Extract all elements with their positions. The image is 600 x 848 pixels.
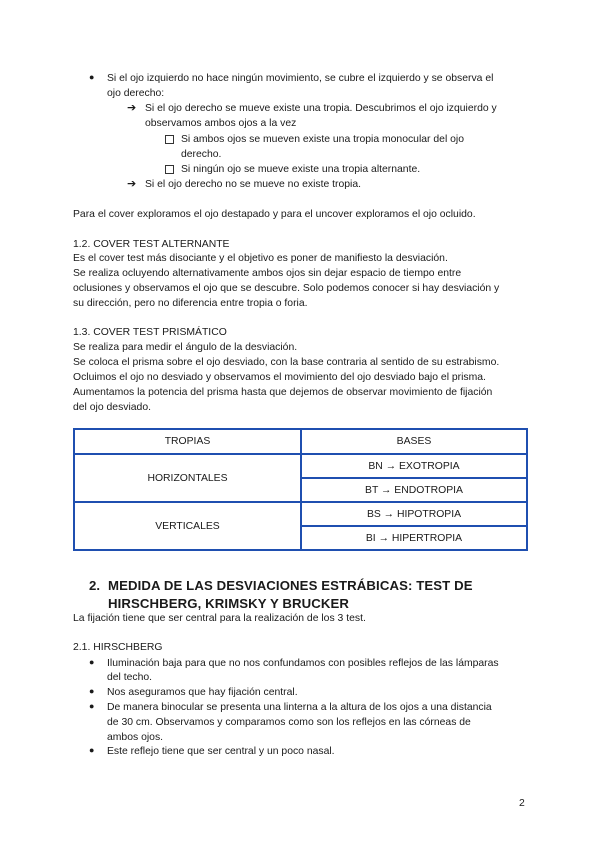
bullet-text: de 30 cm. Observamos y comparamos como son los reflejos en las córneas de (107, 717, 471, 728)
bullet-icon: ● (89, 657, 95, 667)
table-cell: BI → HIPERTROPIA (301, 526, 527, 550)
paragraph-line: su dirección, pero no diferencia entre tropia o foria. (73, 298, 308, 309)
bullet-icon: ● (89, 701, 95, 711)
page-number: 2 (519, 798, 525, 809)
table-group-horizontales: HORIZONTALES (74, 454, 301, 502)
paragraph-line: del ojo desviado. (73, 402, 151, 413)
intro-sub-text: Si el ojo derecho se mueve existe una tropia. Descubrimos el ojo izquierdo y (145, 103, 497, 114)
checkbox-icon (165, 165, 174, 174)
bullet-text: De manera binocular se presenta una linterna a la altura de los ojos a una distancia (107, 702, 492, 713)
table-group-verticales: VERTICALES (74, 502, 301, 550)
intro-sub-text: observamos ambos ojos a la vez (145, 118, 297, 129)
table-header-tropias: TROPIAS (74, 429, 301, 454)
tropias-bases-table (73, 428, 528, 551)
bullet-icon: ● (89, 72, 95, 82)
bullet-icon: ● (89, 686, 95, 696)
paragraph-line: Aumentamos la potencia del prisma hasta que dejemos de observar movimiento de fijación (73, 387, 493, 398)
paragraph-line: Se realiza para medir el ángulo de la desviación. (73, 342, 298, 353)
bullet-text: Iluminación baja para que no nos confundamos con posibles reflejos de las lámparas (107, 658, 499, 669)
paragraph-line: Se realiza ocluyendo alternativamente ambos ojos sin dejar espacio de tiempo entre (73, 268, 462, 279)
intro-check-text: Si ningún ojo se mueve existe una tropia alternante. (181, 164, 421, 175)
section-heading: 2.1. HIRSCHBERG (73, 642, 163, 653)
paragraph-line: Se coloca el prisma sobre el ojo desviado, con la base contraria al sentido de su estrabismo. (73, 357, 500, 368)
bullet-text: Nos aseguramos que hay fijación central. (107, 687, 298, 698)
arrow-icon: ➔ (127, 102, 137, 114)
bullet-text: Este reflejo tiene que ser central y un poco nasal. (107, 746, 335, 757)
bullet-text: ambos ojos. (107, 732, 164, 743)
arrow-icon: ➔ (127, 178, 137, 190)
checkbox-icon (165, 135, 174, 144)
section-2-number: 2. (89, 578, 101, 593)
table-cell: BT → ENDOTROPIA (301, 478, 527, 502)
intro-bullet-text: ojo derecho: (107, 88, 165, 99)
cover-note: Para el cover exploramos el ojo destapado y para el uncover exploramos el ojo ocluido. (73, 209, 476, 220)
section-2-title: HIRSCHBERG, KRIMSKY Y BRUCKER (108, 596, 350, 611)
table-cell: BN → EXOTROPIA (301, 454, 527, 478)
section-heading: 1.2. COVER TEST ALTERNANTE (73, 239, 230, 250)
intro-check-text: derecho. (181, 149, 222, 160)
section-2-title: MEDIDA DE LAS DESVIACIONES ESTRÁBICAS: TEST DE (108, 578, 473, 593)
table-header-bases: BASES (301, 429, 527, 454)
section-2-intro: La fijación tiene que ser central para la realización de los 3 test. (73, 613, 366, 624)
table-cell: BS → HIPOTROPIA (301, 502, 527, 526)
intro-sub-text: Si el ojo derecho no se mueve no existe tropia. (145, 179, 362, 190)
section-heading: 1.3. COVER TEST PRISMÁTICO (73, 327, 227, 338)
intro-bullet-text: Si el ojo izquierdo no hace ningún movimiento, se cubre el izquierdo y se observa el (107, 73, 494, 84)
paragraph-line: Ocluimos el ojo no desviado y observamos el movimiento del ojo desviado bajo el prisma. (73, 372, 486, 383)
paragraph-line: Es el cover test más disociante y el objetivo es poner de manifiesto la desviación. (73, 253, 448, 264)
bullet-icon: ● (89, 745, 95, 755)
intro-check-text: Si ambos ojos se mueven existe una tropia monocular del ojo (181, 134, 465, 145)
bullet-text: del techo. (107, 672, 153, 683)
paragraph-line: oclusiones y observamos el ojo que se descubre. Solo podemos conocer si hay desviación y (73, 283, 500, 294)
